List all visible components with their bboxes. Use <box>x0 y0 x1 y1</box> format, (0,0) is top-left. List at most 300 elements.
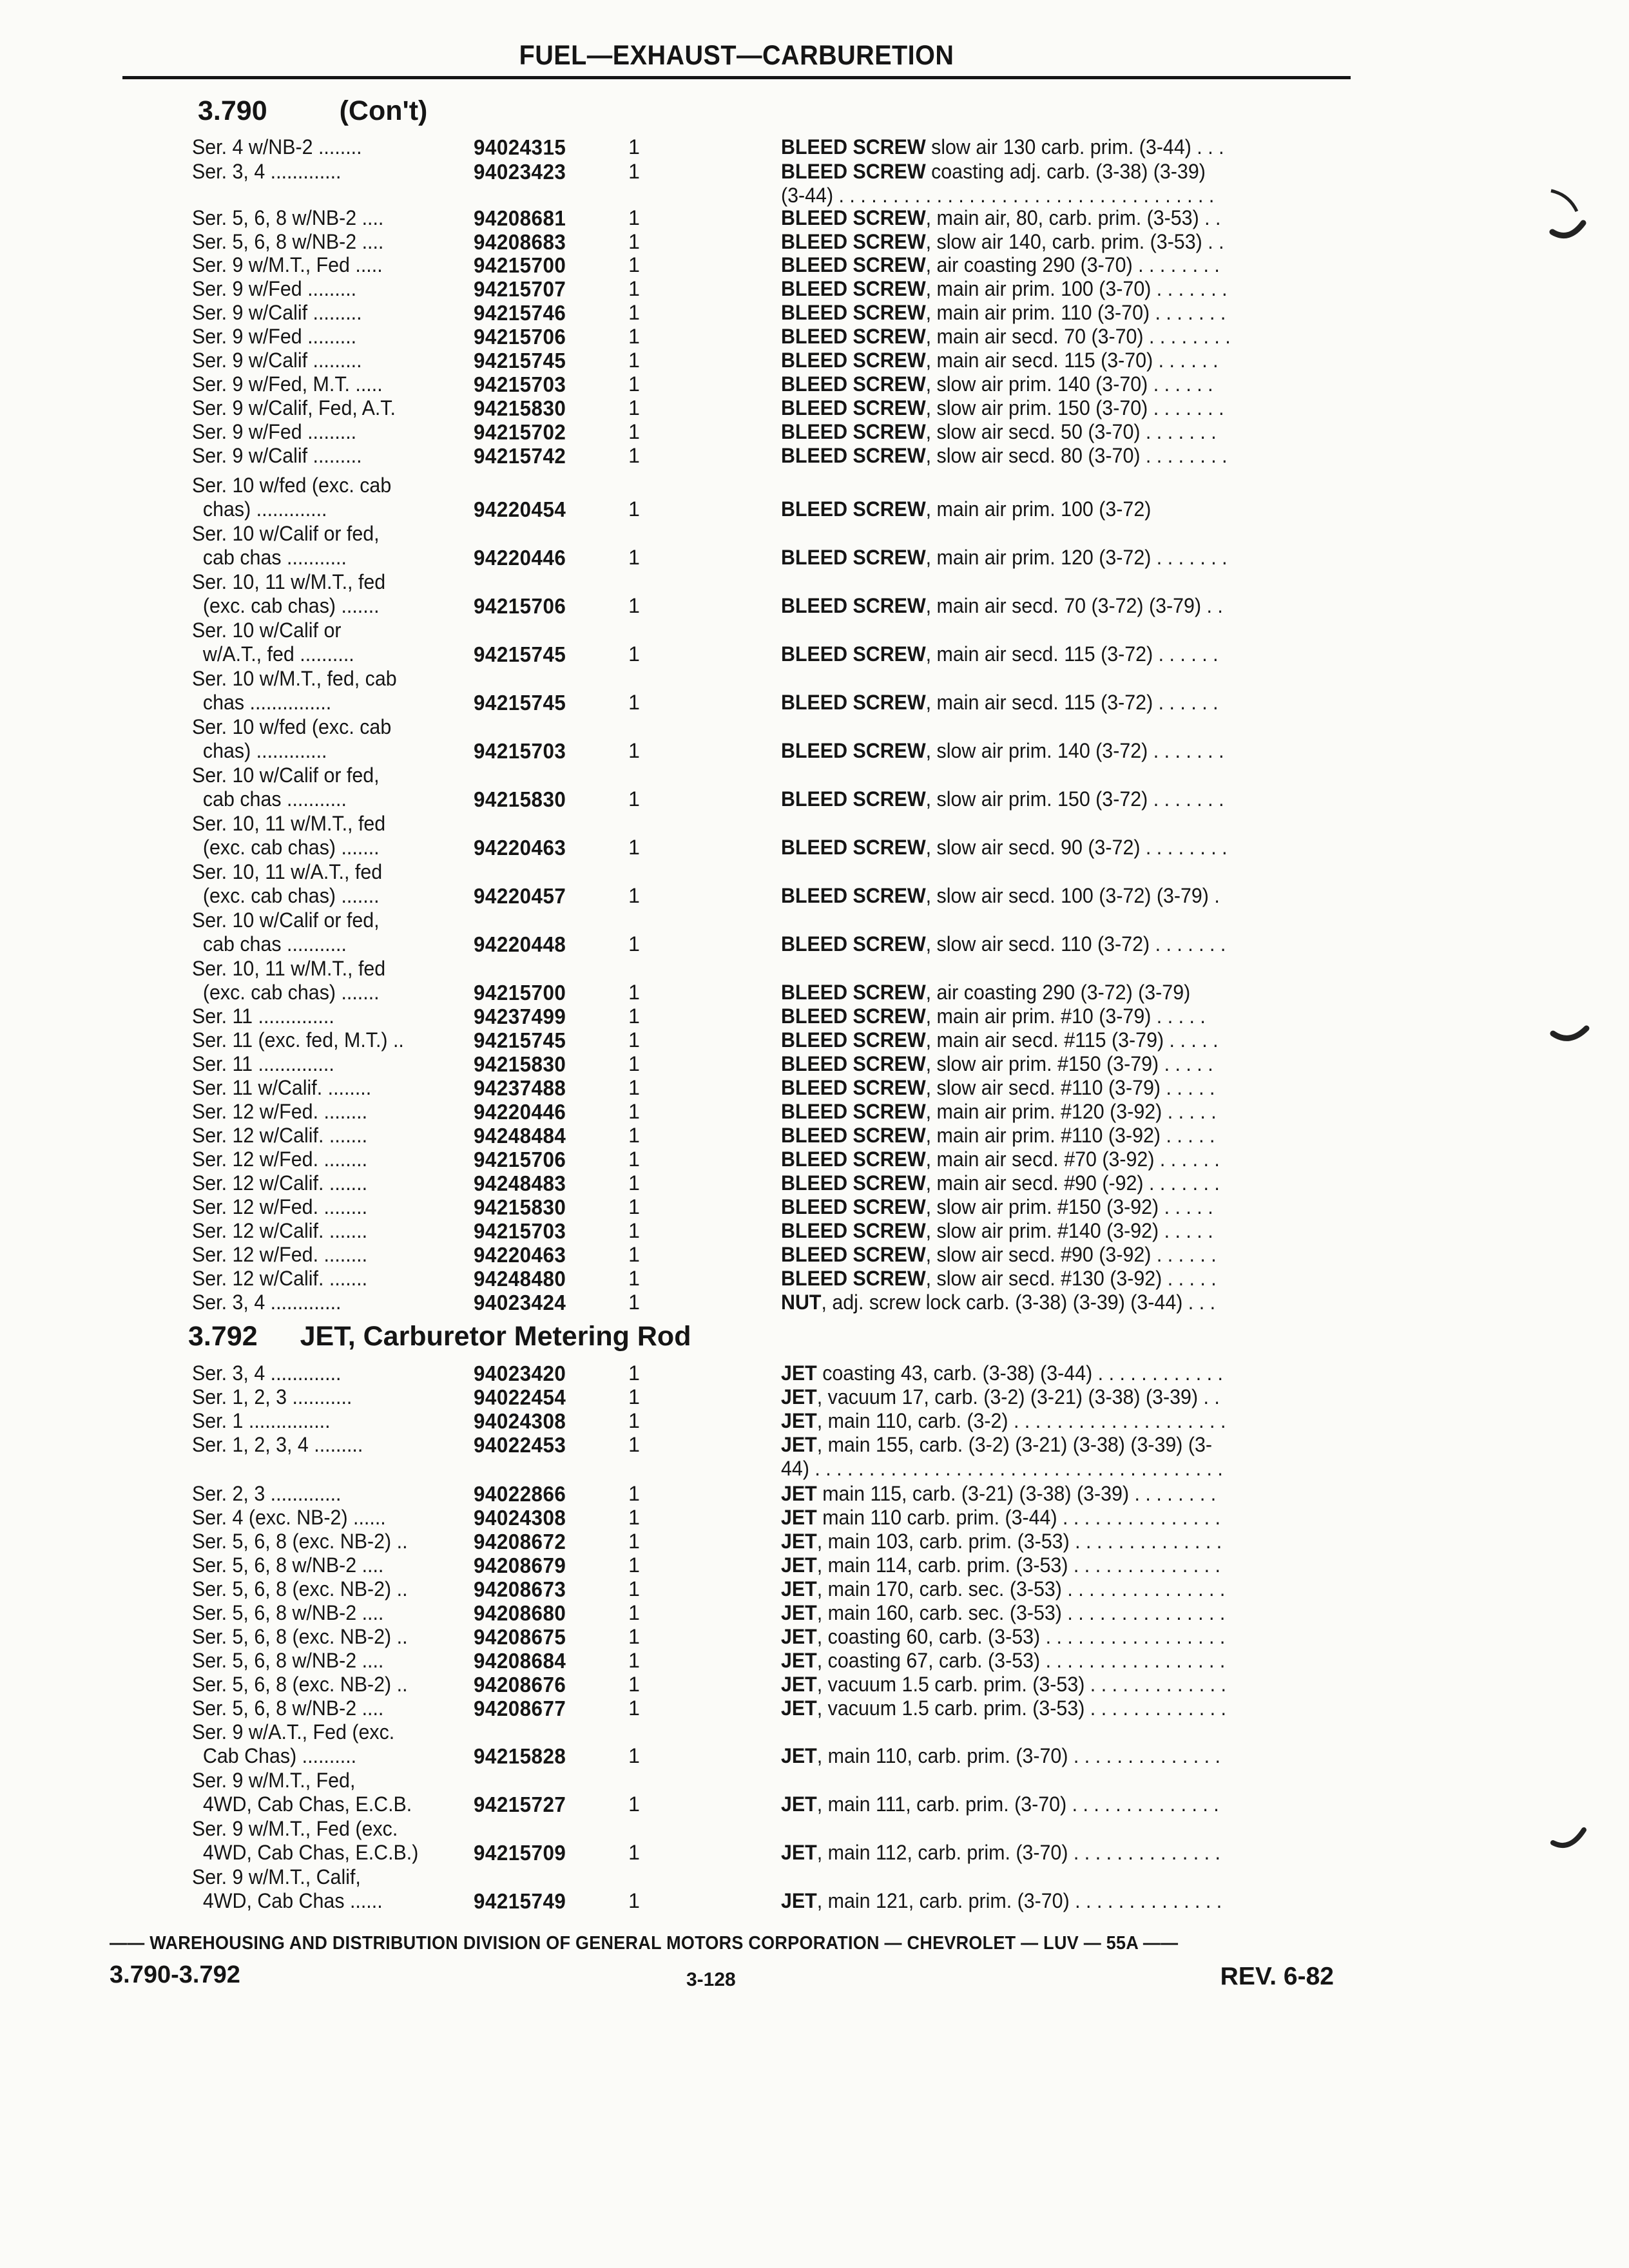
quantity: 1 <box>628 1792 640 1816</box>
application-line: Ser. 5, 6, 8 w/NB-2 .... <box>192 1649 384 1672</box>
section-title: (Con't) <box>339 95 428 126</box>
description-text: , main 155, carb. (3-2) (3-21) (3-38) (3-39) (3- <box>816 1433 1213 1456</box>
application-line: Ser. 10 w/M.T., fed, cab <box>192 667 397 690</box>
description-text: , slow air prim. #150 (3-92) . . . . . <box>925 1195 1213 1218</box>
application-line: Ser. 1 ............... <box>192 1409 331 1432</box>
application-line: Ser. 10 w/Calif or fed, <box>192 764 380 787</box>
application-cell <box>192 1385 456 1409</box>
application-line: Ser. 5, 6, 8 (exc. NB-2) .. <box>192 1625 408 1648</box>
description-text: , slow air secd. 50 (3-70) . . . . . . . <box>925 420 1217 443</box>
application-line: Ser. 5, 6, 8 w/NB-2 .... <box>192 1601 384 1624</box>
description-keyword: BLEED SCREW <box>781 1004 926 1028</box>
quantity: 1 <box>628 253 640 276</box>
description-line <box>781 1649 1302 1673</box>
application-line: Ser. 12 w/Calif. ....... <box>192 1267 368 1290</box>
part-number: 94023420 <box>474 1361 566 1385</box>
description-keyword: JET <box>781 1433 817 1456</box>
application-cell <box>192 206 456 230</box>
application-line: Ser. 12 w/Fed. ........ <box>192 1195 368 1218</box>
description-keyword: BLEED SCREW <box>781 349 926 372</box>
application-line: 4WD, Cab Chas, E.C.B. <box>192 1792 412 1816</box>
application-line: Ser. 12 w/Fed. ........ <box>192 1100 368 1123</box>
part-description <box>781 497 1302 521</box>
part-description <box>781 884 1302 908</box>
part-description <box>781 1792 1302 1816</box>
description-keyword: JET <box>781 1696 817 1720</box>
application-cell <box>192 1720 456 1768</box>
application-cell <box>192 396 456 420</box>
part-description <box>781 1100 1302 1124</box>
description-text: coasting 43, carb. (3-38) (3-44) . . . . . . . . . . . . <box>816 1361 1223 1385</box>
quantity: 1 <box>628 932 640 956</box>
part-description <box>781 1361 1302 1385</box>
quantity: 1 <box>628 1577 640 1600</box>
application-line: Ser. 5, 6, 8 (exc. NB-2) .. <box>192 1673 408 1696</box>
application-line: Ser. 10 w/Calif or fed, <box>192 908 380 932</box>
description-keyword: JET <box>781 1361 817 1385</box>
description-text: , vacuum 1.5 carb. prim. (3-53) . . . . . . . . . . . . . <box>816 1696 1226 1720</box>
description-line <box>781 1028 1302 1052</box>
description-text: , main air prim. #110 (3-92) . . . . . <box>925 1124 1215 1147</box>
application-line: cab chas ........... <box>192 787 347 811</box>
quantity: 1 <box>628 1148 640 1171</box>
application-line: Ser. 9 w/Fed ......... <box>192 325 357 348</box>
quantity: 1 <box>628 301 640 324</box>
quantity: 1 <box>628 497 640 521</box>
quantity: 1 <box>628 1243 640 1266</box>
description-text: , slow air secd. #130 (3-92) . . . . . <box>925 1267 1217 1290</box>
application-line: Ser. 2, 3 ............. <box>192 1482 342 1505</box>
page-header <box>122 36 1351 79</box>
application-line: 4WD, Cab Chas ...... <box>192 1889 383 1912</box>
part-description <box>781 1219 1302 1243</box>
description-text: , main 110, carb. (3-2) . . . . . . . . . . . . . . . . . . . . <box>816 1409 1226 1432</box>
margin-check-mark <box>1547 1024 1592 1050</box>
description-text: , slow air 140, carb. prim. (3-53) . . <box>925 230 1224 253</box>
part-description <box>781 691 1302 715</box>
application-cell <box>192 1817 456 1865</box>
description-line <box>781 1577 1302 1601</box>
application-line: Ser. 9 w/Fed ......... <box>192 420 357 443</box>
application-line: Ser. 11 .............. <box>192 1004 334 1028</box>
application-cell <box>192 619 456 666</box>
application-line: Ser. 9 w/M.T., Fed, <box>192 1769 356 1792</box>
part-number: 94215706 <box>474 1148 566 1171</box>
part-description <box>781 1409 1302 1433</box>
section-heading-3-792 <box>188 1321 691 1352</box>
application-line: chas ............... <box>192 691 332 714</box>
description-line <box>781 325 1302 349</box>
quantity: 1 <box>628 981 640 1004</box>
description-text: , main air, 80, carb. prim. (3-53) . . <box>925 206 1221 229</box>
application-line: (exc. cab chas) ....... <box>192 981 380 1004</box>
description-line: 44) . . . . . . . . . . . . . . . . . . . . . . . . . . . . . . . . . . . . . . <box>781 1457 1223 1480</box>
quantity: 1 <box>628 836 640 859</box>
description-keyword: BLEED SCREW <box>781 1195 926 1218</box>
description-keyword: JET <box>781 1673 817 1696</box>
description-keyword: BLEED SCREW <box>781 1171 926 1195</box>
description-line <box>781 1553 1302 1577</box>
description-keyword: BLEED SCREW <box>781 739 926 762</box>
part-number: 94208676 <box>474 1673 566 1696</box>
description-keyword: JET <box>781 1385 817 1408</box>
application-cell <box>192 667 456 715</box>
part-description <box>781 253 1302 277</box>
description-text: , slow air secd. 80 (3-70) . . . . . . . . <box>925 444 1228 467</box>
part-description <box>781 230 1302 254</box>
part-description <box>781 1052 1302 1076</box>
description-text: slow air 130 carb. prim. (3-44) . . . <box>925 135 1224 159</box>
description-text: , main air secd. 70 (3-70) . . . . . . . . <box>925 325 1231 348</box>
quantity: 1 <box>628 230 640 253</box>
part-number: 94215746 <box>474 301 566 325</box>
part-description <box>781 1530 1302 1553</box>
description-line <box>781 1361 1302 1385</box>
part-description <box>781 1553 1302 1577</box>
description-text: , main air secd. #70 (3-92) . . . . . . <box>925 1148 1220 1171</box>
description-text: , main air secd. 115 (3-72) . . . . . . <box>925 642 1219 666</box>
application-line: Ser. 9 w/M.T., Fed ..... <box>192 253 383 276</box>
description-text: , slow air secd. 90 (3-72) . . . . . . . . <box>925 836 1228 859</box>
application-cell <box>192 301 456 325</box>
part-number: 94023423 <box>474 160 566 184</box>
quantity: 1 <box>628 1433 640 1456</box>
part-number: 94208683 <box>474 230 566 254</box>
application-line: Ser. 10 w/Calif or <box>192 619 342 642</box>
quantity: 1 <box>628 1004 640 1028</box>
quantity: 1 <box>628 1052 640 1075</box>
part-description <box>781 1028 1302 1052</box>
part-description <box>781 1696 1302 1720</box>
description-text: , main air secd. 70 (3-72) (3-79) . . <box>925 594 1223 617</box>
part-number: 94248483 <box>474 1171 566 1195</box>
part-description <box>781 1482 1302 1506</box>
part-number: 94215749 <box>474 1889 566 1913</box>
part-number: 94220463 <box>474 1243 566 1267</box>
description-line <box>781 1506 1302 1530</box>
part-number: 94024315 <box>474 135 566 159</box>
application-line: Ser. 5, 6, 8 w/NB-2 .... <box>192 206 384 229</box>
description-keyword: JET <box>781 1577 817 1600</box>
part-description <box>781 420 1302 444</box>
part-description <box>781 836 1302 860</box>
description-line: (3-44) . . . . . . . . . . . . . . . . . . . . . . . . . . . . . . . . . . . <box>781 184 1215 207</box>
part-number: 94215700 <box>474 981 566 1004</box>
part-number: 94220448 <box>474 932 566 956</box>
description-keyword: BLEED SCREW <box>781 396 926 419</box>
footer-publisher-line: —— WAREHOUSING AND DISTRIBUTION DIVISION OF GENERAL MOTORS CORPORATION — CHEVROLET — LUV — 55A —— <box>110 1933 1179 1954</box>
application-line: Ser. 12 w/Calif. ....... <box>192 1124 368 1147</box>
description-keyword: BLEED SCREW <box>781 372 926 396</box>
application-line: Ser. 5, 6, 8 w/NB-2 .... <box>192 1553 384 1577</box>
application-line: Ser. 1, 2, 3 ........... <box>192 1385 352 1408</box>
application-cell <box>192 420 456 444</box>
part-number: 94220457 <box>474 884 566 908</box>
description-keyword: BLEED SCREW <box>781 546 926 569</box>
description-line <box>781 932 1302 956</box>
description-keyword: JET <box>781 1841 817 1864</box>
application-line: Ser. 3, 4 ............. <box>192 160 342 183</box>
application-line: Ser. 9 w/M.T., Calif, <box>192 1865 361 1888</box>
application-cell <box>192 1171 456 1195</box>
quantity: 1 <box>628 1219 640 1242</box>
description-line <box>781 1696 1302 1720</box>
part-number: 94215706 <box>474 325 566 349</box>
description-text: , main air prim. #10 (3-79) . . . . . <box>925 1004 1206 1028</box>
application-cell <box>192 230 456 254</box>
description-line <box>781 301 1302 325</box>
application-cell <box>192 1433 456 1457</box>
application-line: Ser. 12 w/Calif. ....... <box>192 1219 368 1242</box>
section-number: 3.790 <box>198 95 267 126</box>
quantity: 1 <box>628 444 640 467</box>
part-description <box>781 594 1302 618</box>
application-cell <box>192 1673 456 1696</box>
part-description <box>781 642 1302 666</box>
part-number: 94215700 <box>474 253 566 277</box>
description-keyword: JET <box>781 1482 817 1505</box>
description-text: , main 121, carb. prim. (3-70) . . . . . . . . . . . . . . <box>816 1889 1222 1912</box>
description-text: , slow air prim. #150 (3-79) . . . . . <box>925 1052 1213 1075</box>
quantity: 1 <box>628 1361 640 1385</box>
application-cell <box>192 1267 456 1291</box>
part-number: 94208677 <box>474 1696 566 1720</box>
description-line <box>781 1267 1302 1291</box>
application-line: Ser. 5, 6, 8 w/NB-2 .... <box>192 230 384 253</box>
description-line <box>781 1433 1302 1457</box>
quantity: 1 <box>628 277 640 300</box>
description-line <box>781 444 1302 468</box>
description-text: , slow air prim. #140 (3-92) . . . . . <box>925 1219 1213 1242</box>
description-line <box>781 497 1302 521</box>
application-line: Ser. 9 w/Fed ......... <box>192 277 357 300</box>
part-description <box>781 206 1302 230</box>
description-line <box>781 1124 1302 1148</box>
application-line: chas) ............. <box>192 739 327 762</box>
application-line: Cab Chas) .......... <box>192 1744 357 1767</box>
application-cell <box>192 444 456 468</box>
description-text: , slow air secd. 100 (3-72) (3-79) . <box>925 884 1220 907</box>
part-description <box>781 135 1302 159</box>
description-text: , main air secd. 115 (3-70) . . . . . . <box>925 349 1219 372</box>
application-line: w/A.T., fed .......... <box>192 642 354 666</box>
part-description <box>781 1601 1302 1625</box>
description-keyword: BLEED SCREW <box>781 981 926 1004</box>
quantity: 1 <box>628 372 640 396</box>
description-text: , slow air secd. 110 (3-72) . . . . . . . <box>925 932 1226 956</box>
quantity: 1 <box>628 1601 640 1624</box>
application-cell <box>192 522 456 570</box>
application-cell <box>192 325 456 349</box>
description-line <box>781 642 1302 666</box>
description-line <box>781 594 1302 618</box>
application-cell <box>192 1553 456 1577</box>
part-number: 94220446 <box>474 1100 566 1124</box>
description-keyword: JET <box>781 1506 817 1529</box>
description-keyword: BLEED SCREW <box>781 230 926 253</box>
quantity: 1 <box>628 1028 640 1052</box>
description-text: , vacuum 1.5 carb. prim. (3-53) . . . . . . . . . . . . . <box>816 1673 1226 1696</box>
part-number: 94215702 <box>474 420 566 444</box>
part-number: 94208672 <box>474 1530 566 1553</box>
quantity: 1 <box>628 884 640 907</box>
part-number: 94208675 <box>474 1625 566 1649</box>
application-cell <box>192 957 456 1004</box>
description-line <box>781 420 1302 444</box>
quantity: 1 <box>628 1553 640 1577</box>
description-text: , adj. screw lock carb. (3-38) (3-39) (3-44) . . . <box>821 1291 1216 1314</box>
description-line <box>781 1601 1302 1625</box>
description-line <box>781 1100 1302 1124</box>
description-text: , vacuum 17, carb. (3-2) (3-21) (3-38) (3-39) . . <box>816 1385 1220 1408</box>
application-line: Ser. 11 (exc. fed, M.T.) .. <box>192 1028 404 1052</box>
application-line: Ser. 3, 4 ............. <box>192 1361 342 1385</box>
application-cell <box>192 1865 456 1913</box>
application-cell <box>192 764 456 811</box>
description-line <box>781 1673 1302 1696</box>
description-line <box>781 206 1302 230</box>
application-cell <box>192 1625 456 1649</box>
part-description <box>781 325 1302 349</box>
description-line <box>781 396 1302 420</box>
description-text: , main air prim. #120 (3-92) . . . . . <box>925 1100 1217 1123</box>
part-number: 94248484 <box>474 1124 566 1148</box>
description-keyword: BLEED SCREW <box>781 1243 926 1266</box>
quantity: 1 <box>628 1530 640 1553</box>
application-line: Ser. 1, 2, 3, 4 ......... <box>192 1433 363 1456</box>
description-text: , main air prim. 100 (3-70) . . . . . . . <box>925 277 1228 300</box>
application-line: Ser. 3, 4 ............. <box>192 1291 342 1314</box>
application-line: Ser. 10, 11 w/M.T., fed <box>192 957 386 980</box>
application-line: Ser. 12 w/Fed. ........ <box>192 1148 368 1171</box>
description-text: , main air secd. #90 (-92) . . . . . . . <box>925 1171 1220 1195</box>
description-keyword: BLEED SCREW <box>781 1148 926 1171</box>
page-title: FUEL—EXHAUST—CARBURETION <box>519 40 954 71</box>
description-keyword: JET <box>781 1649 817 1672</box>
description-line <box>781 1076 1302 1100</box>
description-keyword: NUT <box>781 1291 822 1314</box>
description-text: , main air prim. 100 (3-72) <box>925 497 1152 521</box>
application-line: Ser. 10, 11 w/M.T., fed <box>192 570 386 593</box>
description-line <box>781 135 1302 159</box>
description-text: , coasting 67, carb. (3-53) . . . . . . . . . . . . . . . . . <box>816 1649 1226 1672</box>
part-number: 94215828 <box>474 1744 566 1768</box>
description-keyword: JET <box>781 1889 817 1912</box>
description-text: , slow air prim. 150 (3-70) . . . . . . . <box>925 396 1224 419</box>
part-description <box>781 1433 1302 1481</box>
description-line <box>781 1625 1302 1649</box>
application-cell <box>192 1219 456 1243</box>
part-description <box>781 1171 1302 1195</box>
part-description <box>781 1673 1302 1696</box>
description-text: , slow air secd. #90 (3-92) . . . . . . <box>925 1243 1217 1266</box>
quantity: 1 <box>628 1744 640 1767</box>
description-text: , slow air secd. #110 (3-79) . . . . . <box>925 1076 1215 1099</box>
description-line <box>781 1291 1302 1314</box>
description-line <box>781 1385 1302 1409</box>
description-text: , air coasting 290 (3-72) (3-79) <box>925 981 1191 1004</box>
application-cell <box>192 160 456 184</box>
description-line <box>781 981 1302 1004</box>
description-keyword: JET <box>781 1553 817 1577</box>
part-description <box>781 1004 1302 1028</box>
part-description <box>781 787 1302 811</box>
part-description <box>781 1625 1302 1649</box>
application-cell <box>192 135 456 159</box>
quantity: 1 <box>628 325 640 348</box>
description-line <box>781 884 1302 908</box>
application-line: 4WD, Cab Chas, E.C.B.) <box>192 1841 419 1864</box>
description-keyword: BLEED SCREW <box>781 836 926 859</box>
description-text: , main 103, carb. prim. (3-53) . . . . . . . . . . . . . . <box>816 1530 1222 1553</box>
description-line <box>781 1530 1302 1553</box>
footer-revision: REV. 6-82 <box>1220 1963 1334 1990</box>
quantity: 1 <box>628 691 640 714</box>
description-keyword: BLEED SCREW <box>781 884 926 907</box>
description-line <box>781 372 1302 396</box>
part-number: 94208684 <box>474 1649 566 1673</box>
margin-check-mark <box>1543 180 1588 255</box>
application-cell <box>192 1530 456 1553</box>
part-description <box>781 372 1302 396</box>
application-line: Ser. 9 w/A.T., Fed (exc. <box>192 1720 395 1744</box>
part-description <box>781 981 1302 1004</box>
description-text: , main 110, carb. prim. (3-70) . . . . . . . . . . . . . . <box>816 1744 1220 1767</box>
part-number: 94215707 <box>474 277 566 301</box>
quantity: 1 <box>628 1171 640 1195</box>
application-line: (exc. cab chas) ....... <box>192 594 380 617</box>
description-line <box>781 1482 1302 1506</box>
application-cell <box>192 253 456 277</box>
part-number: 94215830 <box>474 1195 566 1219</box>
application-line: Ser. 12 w/Fed. ........ <box>192 1243 368 1266</box>
description-text: main 115, carb. (3-21) (3-38) (3-39) . . . . . . . . <box>816 1482 1217 1505</box>
description-text: , main air secd. #115 (3-79) . . . . . <box>925 1028 1219 1052</box>
application-line: Ser. 10, 11 w/A.T., fed <box>192 860 383 883</box>
description-line <box>781 1792 1302 1816</box>
application-cell <box>192 715 456 763</box>
application-cell <box>192 1601 456 1625</box>
part-number: 94208681 <box>474 206 566 230</box>
application-line: (exc. cab chas) ....... <box>192 836 380 859</box>
description-text: main 110 carb. prim. (3-44) . . . . . . . . . . . . . . . <box>816 1506 1220 1529</box>
part-number: 94208680 <box>474 1601 566 1625</box>
quantity: 1 <box>628 1625 640 1648</box>
part-description <box>781 160 1302 207</box>
description-keyword: BLEED SCREW <box>781 325 926 348</box>
application-line: Ser. 10 w/Calif or fed, <box>192 522 380 545</box>
description-text: , main 170, carb. sec. (3-53) . . . . . . . . . . . . . . . <box>816 1577 1226 1600</box>
margin-check-mark <box>1547 1823 1592 1856</box>
part-description <box>781 932 1302 956</box>
description-keyword: BLEED SCREW <box>781 301 926 324</box>
quantity: 1 <box>628 396 640 419</box>
section-title: JET, Carburetor Metering Rod <box>300 1321 691 1352</box>
part-number: 94215709 <box>474 1841 566 1865</box>
header-rule <box>122 76 1351 79</box>
application-cell <box>192 1076 456 1100</box>
part-description <box>781 1577 1302 1601</box>
application-cell <box>192 1100 456 1124</box>
part-description <box>781 1841 1302 1865</box>
part-number: 94220463 <box>474 836 566 860</box>
description-keyword: BLEED SCREW <box>781 253 926 276</box>
quantity: 1 <box>628 1482 640 1505</box>
part-number: 94215703 <box>474 1219 566 1243</box>
description-keyword: BLEED SCREW <box>781 206 926 229</box>
part-number: 94237499 <box>474 1004 566 1028</box>
description-line <box>781 739 1302 763</box>
